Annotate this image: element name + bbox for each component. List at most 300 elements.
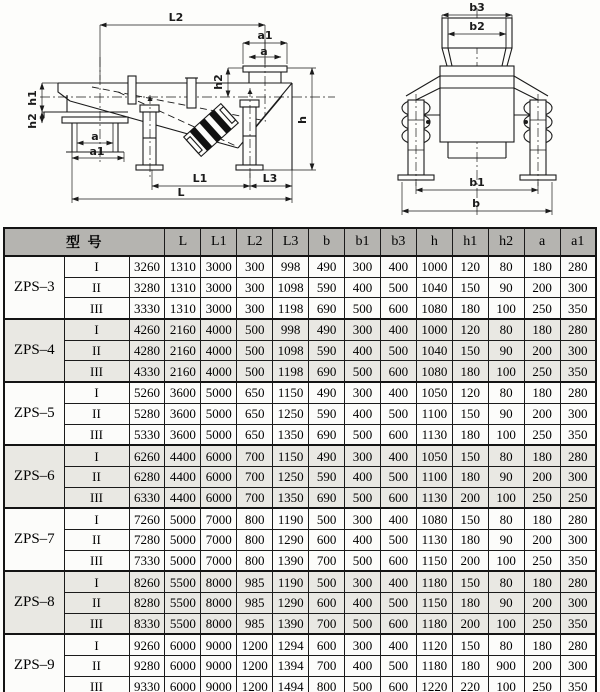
value-cell: 150 (452, 508, 488, 529)
value-cell: 350 (560, 361, 596, 382)
value-cell: 490 (309, 256, 345, 277)
value-cell: 6000 (165, 676, 201, 692)
value-cell: 120 (452, 319, 488, 340)
variant-cell: III (64, 298, 129, 319)
value-cell: 8000 (201, 571, 237, 592)
model-cell: ZPS–6 (4, 445, 64, 508)
table-row (4, 424, 596, 445)
value-cell: 300 (560, 466, 596, 487)
value-cell: 600 (309, 593, 345, 614)
value-cell: 7280 (129, 529, 165, 550)
value-cell: 3600 (165, 382, 201, 403)
value-cell: 250 (524, 361, 560, 382)
value-cell: 3600 (165, 403, 201, 424)
value-cell: 4400 (165, 487, 201, 508)
variant-cell: III (64, 550, 129, 571)
value-cell: 7260 (129, 508, 165, 529)
table-row (4, 277, 596, 298)
value-cell: 1190 (273, 571, 309, 592)
value-cell: 180 (452, 424, 488, 445)
value-cell: 180 (452, 298, 488, 319)
variant-cell: I (64, 634, 129, 655)
value-cell: 9280 (129, 656, 165, 677)
dim-label-a-bottom: a (91, 130, 99, 143)
value-cell: 180 (452, 361, 488, 382)
value-cell: 4280 (129, 340, 165, 361)
value-cell: 400 (345, 593, 381, 614)
value-cell: 9000 (201, 676, 237, 692)
table-row (4, 550, 596, 571)
value-cell: 998 (273, 319, 309, 340)
value-cell: 280 (560, 571, 596, 592)
value-cell: 500 (345, 613, 381, 634)
value-cell: 400 (380, 319, 416, 340)
value-cell: 1198 (273, 361, 309, 382)
value-cell: 4260 (129, 319, 165, 340)
value-cell: 200 (452, 550, 488, 571)
table-row (4, 319, 596, 340)
value-cell: 400 (345, 340, 381, 361)
value-cell: 8280 (129, 593, 165, 614)
value-cell: 1310 (165, 256, 201, 277)
dim-label-h2-right: h2 (212, 74, 225, 90)
table-row (4, 529, 596, 550)
value-cell: 5500 (165, 571, 201, 592)
spec-table-body (4, 256, 596, 692)
dim-label-h: h (296, 116, 309, 124)
value-cell: 1120 (416, 634, 452, 655)
value-cell: 300 (345, 634, 381, 655)
value-cell: 500 (380, 466, 416, 487)
value-cell: 500 (345, 487, 381, 508)
value-cell: 1198 (273, 298, 309, 319)
value-cell: 3280 (129, 277, 165, 298)
variant-cell: III (64, 361, 129, 382)
value-cell: 500 (345, 550, 381, 571)
value-cell: 1350 (273, 487, 309, 508)
table-row (4, 466, 596, 487)
value-cell: 500 (380, 593, 416, 614)
value-cell: 90 (488, 529, 524, 550)
col-header-h: h (416, 228, 452, 256)
value-cell: 1250 (273, 403, 309, 424)
table-row (4, 256, 596, 277)
value-cell: 300 (345, 256, 381, 277)
value-cell: 250 (524, 424, 560, 445)
value-cell: 1180 (416, 656, 452, 677)
value-cell: 7330 (129, 550, 165, 571)
variant-cell: II (64, 466, 129, 487)
value-cell: 9260 (129, 634, 165, 655)
value-cell: 1080 (416, 361, 452, 382)
value-cell: 600 (380, 676, 416, 692)
variant-cell: II (64, 403, 129, 424)
value-cell: 1050 (416, 382, 452, 403)
dim-label-L1: L1 (192, 172, 208, 185)
dim-label-b: b (472, 197, 480, 210)
value-cell: 1150 (273, 445, 309, 466)
variant-cell: II (64, 656, 129, 677)
value-cell: 350 (560, 550, 596, 571)
spec-table (3, 227, 597, 692)
value-cell: 2160 (165, 361, 201, 382)
value-cell: 180 (452, 656, 488, 677)
vibration-motor-icon (184, 104, 239, 157)
variant-cell: II (64, 277, 129, 298)
dim-label-L3: L3 (262, 172, 278, 185)
value-cell: 1394 (273, 656, 309, 677)
value-cell: 4000 (201, 319, 237, 340)
col-header-L3: L3 (273, 228, 309, 256)
table-row (4, 613, 596, 634)
variant-cell: III (64, 613, 129, 634)
value-cell: 150 (452, 634, 488, 655)
col-header-b3: b3 (380, 228, 416, 256)
value-cell: 7000 (201, 529, 237, 550)
value-cell: 100 (488, 676, 524, 692)
value-cell: 280 (560, 319, 596, 340)
value-cell: 1220 (416, 676, 452, 692)
value-cell: 120 (452, 256, 488, 277)
value-cell: 6330 (129, 487, 165, 508)
value-cell: 1310 (165, 298, 201, 319)
variant-cell: I (64, 319, 129, 340)
value-cell: 8260 (129, 571, 165, 592)
value-cell: 6000 (201, 466, 237, 487)
variant-cell: III (64, 424, 129, 445)
table-row (4, 656, 596, 677)
value-cell: 1200 (237, 656, 273, 677)
col-header-h2: h2 (488, 228, 524, 256)
value-cell: 300 (237, 256, 273, 277)
value-cell: 4330 (129, 361, 165, 382)
value-cell: 400 (345, 403, 381, 424)
value-cell: 800 (237, 550, 273, 571)
value-cell: 500 (237, 340, 273, 361)
variant-cell: III (64, 676, 129, 692)
value-cell: 600 (380, 613, 416, 634)
value-cell: 400 (380, 634, 416, 655)
value-cell: 1100 (416, 403, 452, 424)
model-cell: ZPS–9 (4, 634, 64, 692)
value-cell: 1080 (416, 508, 452, 529)
value-cell: 200 (452, 487, 488, 508)
value-cell: 180 (452, 529, 488, 550)
value-cell: 80 (488, 571, 524, 592)
value-cell: 400 (345, 277, 381, 298)
value-cell: 500 (345, 298, 381, 319)
value-cell: 998 (273, 256, 309, 277)
value-cell: 490 (309, 382, 345, 403)
dim-label-a-top: a (260, 45, 268, 58)
value-cell: 300 (237, 298, 273, 319)
value-cell: 400 (380, 256, 416, 277)
value-cell: 90 (488, 277, 524, 298)
value-cell: 1150 (416, 593, 452, 614)
value-cell: 4400 (165, 445, 201, 466)
value-cell: 2160 (165, 340, 201, 361)
value-cell: 650 (237, 403, 273, 424)
value-cell: 80 (488, 382, 524, 403)
value-cell: 500 (309, 571, 345, 592)
dim-label-b1: b1 (469, 176, 485, 189)
value-cell: 650 (237, 424, 273, 445)
value-cell: 1494 (273, 676, 309, 692)
value-cell: 3260 (129, 256, 165, 277)
value-cell: 1190 (273, 508, 309, 529)
col-header-a1: a1 (560, 228, 596, 256)
col-header-h1: h1 (452, 228, 488, 256)
dim-label-L2: L2 (168, 11, 184, 24)
value-cell: 1290 (273, 593, 309, 614)
value-cell: 150 (452, 277, 488, 298)
table-row (4, 676, 596, 692)
table-row (4, 634, 596, 655)
value-cell: 5280 (129, 403, 165, 424)
table-row (4, 508, 596, 529)
value-cell: 500 (237, 319, 273, 340)
table-row (4, 340, 596, 361)
value-cell: 180 (452, 593, 488, 614)
value-cell: 1100 (416, 466, 452, 487)
value-cell: 1130 (416, 529, 452, 550)
value-cell: 590 (309, 403, 345, 424)
variant-cell: II (64, 593, 129, 614)
value-cell: 5330 (129, 424, 165, 445)
value-cell: 80 (488, 256, 524, 277)
table-header-row (4, 228, 596, 256)
value-cell: 590 (309, 277, 345, 298)
value-cell: 90 (488, 403, 524, 424)
value-cell: 700 (309, 550, 345, 571)
value-cell: 280 (560, 256, 596, 277)
value-cell: 250 (524, 298, 560, 319)
dimension-drawing-svg (0, 0, 600, 227)
value-cell: 1000 (416, 319, 452, 340)
value-cell: 400 (345, 466, 381, 487)
variant-cell: I (64, 382, 129, 403)
value-cell: 1200 (237, 676, 273, 692)
value-cell: 150 (452, 340, 488, 361)
variant-cell: I (64, 571, 129, 592)
value-cell: 400 (380, 445, 416, 466)
model-column-header: 型 号 (4, 228, 165, 256)
table-row (4, 445, 596, 466)
value-cell: 400 (380, 571, 416, 592)
value-cell: 80 (488, 319, 524, 340)
col-header-b1: b1 (345, 228, 381, 256)
value-cell: 180 (524, 256, 560, 277)
value-cell: 1290 (273, 529, 309, 550)
dim-label-L: L (177, 186, 185, 199)
value-cell: 200 (524, 656, 560, 677)
value-cell: 5000 (201, 403, 237, 424)
variant-cell: I (64, 445, 129, 466)
value-cell: 500 (380, 656, 416, 677)
value-cell: 300 (560, 593, 596, 614)
dim-label-h1: h1 (26, 90, 39, 106)
value-cell: 6000 (165, 634, 201, 655)
value-cell: 1350 (273, 424, 309, 445)
col-header-L2: L2 (237, 228, 273, 256)
value-cell: 80 (488, 634, 524, 655)
value-cell: 690 (309, 487, 345, 508)
value-cell: 650 (237, 382, 273, 403)
value-cell: 300 (345, 445, 381, 466)
value-cell: 250 (524, 676, 560, 692)
value-cell: 700 (237, 487, 273, 508)
value-cell: 300 (560, 340, 596, 361)
value-cell: 1040 (416, 340, 452, 361)
value-cell: 9000 (201, 634, 237, 655)
value-cell: 600 (380, 487, 416, 508)
model-cell: ZPS–8 (4, 571, 64, 634)
value-cell: 400 (380, 508, 416, 529)
value-cell: 7000 (201, 508, 237, 529)
value-cell: 2160 (165, 319, 201, 340)
value-cell: 5000 (165, 550, 201, 571)
value-cell: 500 (345, 424, 381, 445)
value-cell: 1250 (273, 466, 309, 487)
value-cell: 985 (237, 613, 273, 634)
value-cell: 200 (524, 593, 560, 614)
variant-cell: III (64, 487, 129, 508)
value-cell: 280 (560, 508, 596, 529)
value-cell: 1130 (416, 424, 452, 445)
table-row (4, 403, 596, 424)
value-cell: 300 (345, 571, 381, 592)
value-cell: 180 (524, 445, 560, 466)
value-cell: 1390 (273, 613, 309, 634)
value-cell: 180 (524, 634, 560, 655)
value-cell: 3000 (201, 256, 237, 277)
value-cell: 6000 (201, 487, 237, 508)
value-cell: 590 (309, 340, 345, 361)
value-cell: 180 (452, 466, 488, 487)
value-cell: 490 (309, 445, 345, 466)
value-cell: 3600 (165, 424, 201, 445)
value-cell: 5000 (165, 508, 201, 529)
value-cell: 5000 (165, 529, 201, 550)
value-cell: 280 (560, 634, 596, 655)
value-cell: 8330 (129, 613, 165, 634)
value-cell: 700 (309, 656, 345, 677)
value-cell: 180 (524, 508, 560, 529)
value-cell: 1310 (165, 277, 201, 298)
value-cell: 1180 (416, 571, 452, 592)
table-row (4, 361, 596, 382)
value-cell: 180 (524, 571, 560, 592)
value-cell: 90 (488, 466, 524, 487)
value-cell: 250 (524, 613, 560, 634)
value-cell: 150 (452, 403, 488, 424)
dim-label-h2-left: h2 (26, 113, 39, 129)
table-row (4, 571, 596, 592)
value-cell: 400 (345, 656, 381, 677)
value-cell: 350 (560, 298, 596, 319)
value-cell: 490 (309, 319, 345, 340)
value-cell: 500 (380, 277, 416, 298)
value-cell: 200 (452, 613, 488, 634)
value-cell: 4400 (165, 466, 201, 487)
value-cell: 280 (560, 382, 596, 403)
dim-label-b3: b3 (469, 1, 485, 14)
col-header-L1: L1 (201, 228, 237, 256)
table-row (4, 487, 596, 508)
value-cell: 90 (488, 593, 524, 614)
side-view-drawing (40, 40, 335, 178)
value-cell: 350 (560, 613, 596, 634)
value-cell: 300 (560, 656, 596, 677)
value-cell: 600 (309, 529, 345, 550)
value-cell: 500 (345, 361, 381, 382)
value-cell: 5500 (165, 593, 201, 614)
value-cell: 300 (345, 508, 381, 529)
value-cell: 590 (309, 466, 345, 487)
value-cell: 3000 (201, 298, 237, 319)
value-cell: 800 (237, 508, 273, 529)
value-cell: 150 (452, 445, 488, 466)
value-cell: 8000 (201, 613, 237, 634)
table-row (4, 298, 596, 319)
value-cell: 100 (488, 613, 524, 634)
value-cell: 1098 (273, 340, 309, 361)
value-cell: 1130 (416, 487, 452, 508)
value-cell: 985 (237, 593, 273, 614)
value-cell: 690 (309, 361, 345, 382)
value-cell: 1294 (273, 634, 309, 655)
dim-label-a1-top: a1 (257, 29, 273, 42)
value-cell: 600 (380, 550, 416, 571)
value-cell: 300 (560, 529, 596, 550)
value-cell: 180 (524, 382, 560, 403)
value-cell: 300 (560, 403, 596, 424)
model-cell: ZPS–4 (4, 319, 64, 382)
value-cell: 200 (524, 403, 560, 424)
value-cell: 8000 (201, 593, 237, 614)
value-cell: 200 (524, 466, 560, 487)
model-cell: ZPS–7 (4, 508, 64, 571)
value-cell: 4000 (201, 361, 237, 382)
col-header-b: b (309, 228, 345, 256)
value-cell: 700 (237, 466, 273, 487)
value-cell: 150 (452, 571, 488, 592)
value-cell: 1150 (416, 550, 452, 571)
value-cell: 280 (560, 445, 596, 466)
value-cell: 1098 (273, 277, 309, 298)
value-cell: 200 (524, 340, 560, 361)
value-cell: 400 (380, 382, 416, 403)
value-cell: 120 (452, 382, 488, 403)
value-cell: 6280 (129, 466, 165, 487)
value-cell: 5000 (201, 424, 237, 445)
value-cell: 4000 (201, 340, 237, 361)
value-cell: 100 (488, 487, 524, 508)
value-cell: 500 (345, 676, 381, 692)
dim-label-b2: b2 (469, 20, 485, 33)
value-cell: 9000 (201, 656, 237, 677)
variant-cell: II (64, 529, 129, 550)
col-header-a: a (524, 228, 560, 256)
value-cell: 500 (380, 529, 416, 550)
value-cell: 180 (524, 319, 560, 340)
value-cell: 600 (380, 361, 416, 382)
value-cell: 6260 (129, 445, 165, 466)
value-cell: 6000 (201, 445, 237, 466)
value-cell: 900 (488, 656, 524, 677)
model-cell: ZPS–3 (4, 256, 64, 319)
value-cell: 700 (237, 445, 273, 466)
